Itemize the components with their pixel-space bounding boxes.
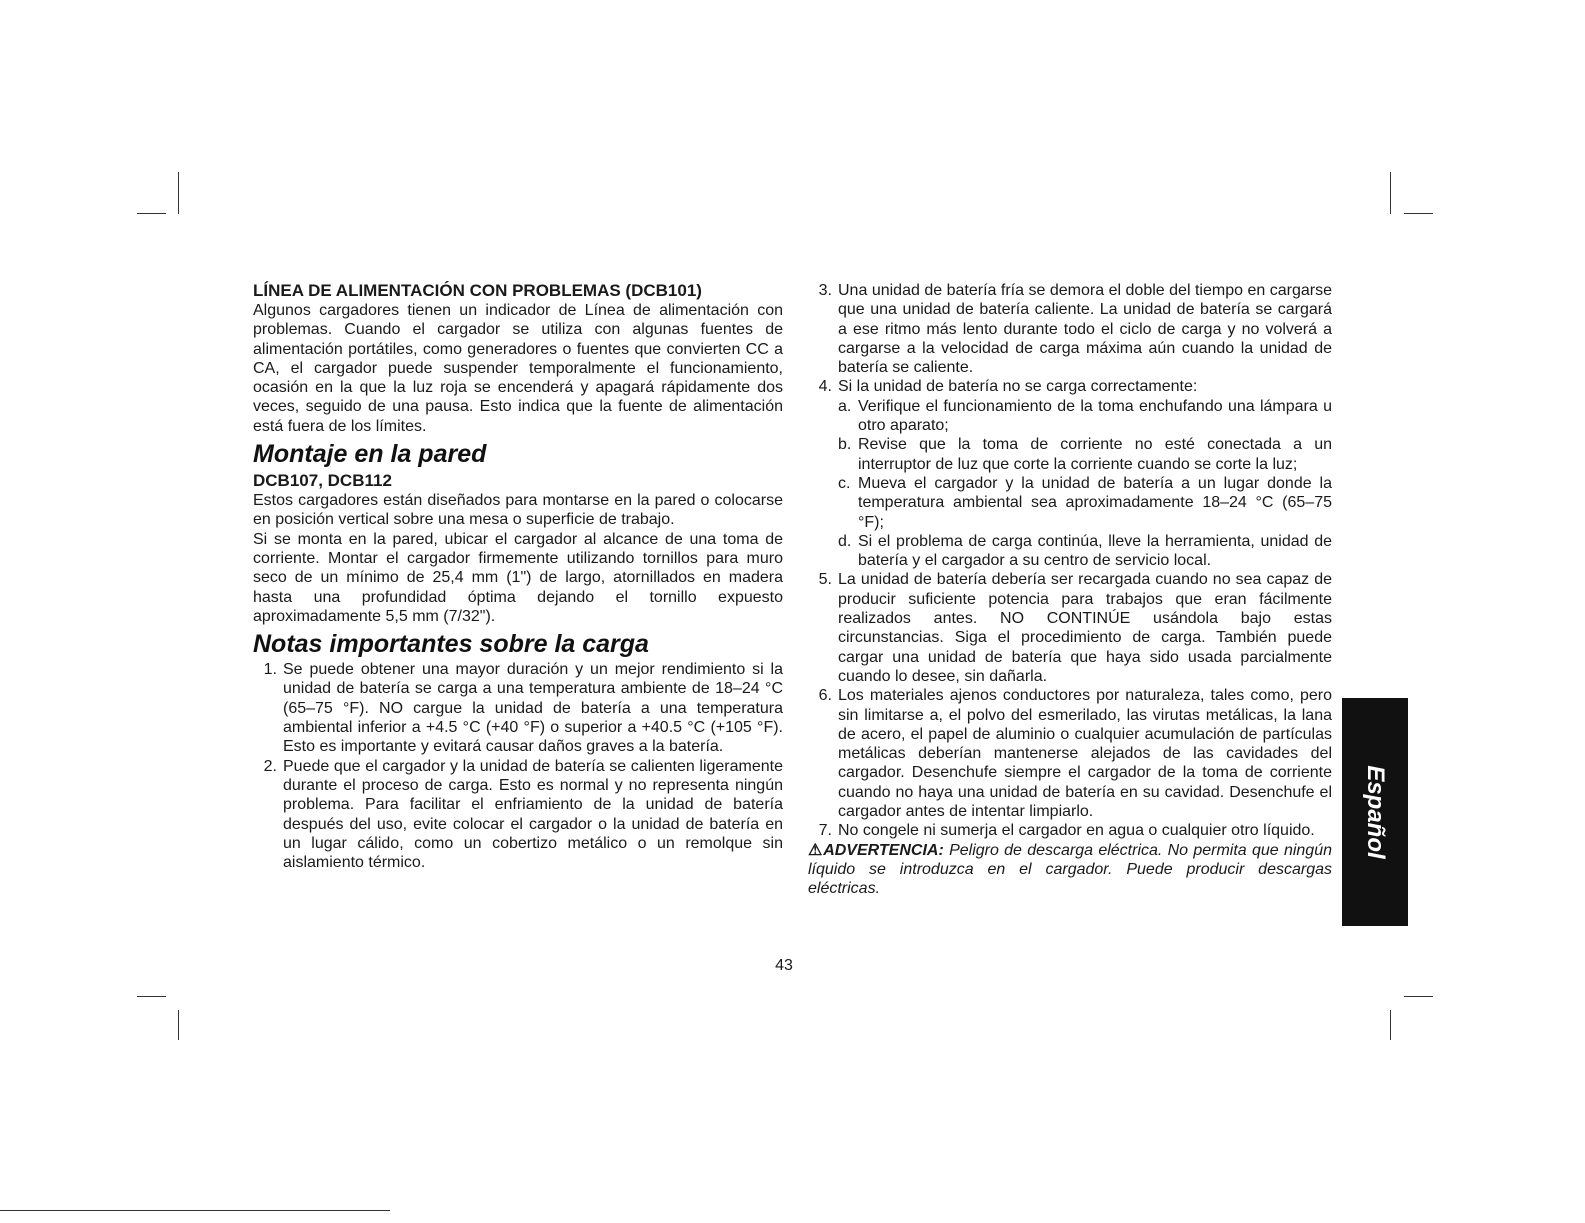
sub-list-item bbox=[838, 532, 1332, 571]
list-item-number: 6. bbox=[818, 687, 832, 705]
list-item-text: Una unidad de batería fría se demora el doble del tiempo en cargarse que una unidad de batería caliente. La unidad de batería se cargará a ese ritmo más lento durante todo el ciclo de carga y no volverá a cargarse a la velocidad de carga máxima aún cuando la unidad de batería se caliente. bbox=[838, 282, 1332, 377]
sub-list bbox=[838, 397, 1332, 571]
crop-mark-bottom-left-v bbox=[178, 1010, 179, 1040]
list-item bbox=[808, 821, 1332, 840]
list-item-text: La unidad de batería debería ser recargada cuando no sea capaz de producir suficiente potencia para trabajos que eran fácilmente realizados antes. NO CONTINÚE usándola bajo estas circunstancias. Siga el procedimiento de carga. También puede cargar una unidad de batería que haya sido usada parcialmente cuando lo desee, sin dañarla. bbox=[838, 571, 1332, 685]
sub-list-item bbox=[838, 397, 1332, 436]
list-item bbox=[253, 757, 783, 873]
paragraph-line-problems: Algunos cargadores tienen un indicador de Línea de alimentación con problemas. Cuando el cargador se utiliza con algunas fuentes de alimentación portátiles, como generadores o fuentes que convierten CC a CA, el cargador puede suspender temporalmente el funcionamiento, ocasión en la que la luz roja se encenderá y apagará rápidamente dos veces, seguido de una pausa. Esto indica que la fuente de alimentación está fuera de los límites. bbox=[253, 302, 783, 435]
crop-mark-top-right-h bbox=[1404, 213, 1433, 214]
paragraph-wall-mount-1: Estos cargadores están diseñados para montarse en la pared o colocarse en posición vertical sobre una mesa o superficie de trabajo. bbox=[253, 492, 783, 529]
sub-list-text: Si el problema de carga continúa, lleve la herramienta, unidad de batería y el cargador a su centro de servicio local. bbox=[858, 532, 1332, 570]
sub-list-text: Mueva el cargador y la unidad de batería a un lugar donde la temperatura ambiental sea aproximadamente 18–24 °C (65–75 °F); bbox=[858, 474, 1332, 531]
sub-list-item bbox=[838, 435, 1332, 474]
list-item-text: Si la unidad de batería no se carga correctamente: bbox=[838, 378, 1198, 396]
list-item-text: No congele ni sumerja el cargador en agua o cualquier otro líquido. bbox=[838, 822, 1315, 840]
right-column bbox=[808, 281, 1332, 899]
crop-mark-top-right-v bbox=[1390, 172, 1391, 214]
list-item bbox=[808, 281, 1332, 377]
list-item bbox=[253, 660, 783, 756]
heading-wall-mount: Montaje en la pared bbox=[253, 440, 487, 469]
list-item-number: 5. bbox=[818, 571, 832, 589]
sub-list-marker: b. bbox=[838, 436, 852, 454]
sub-list-marker: c. bbox=[838, 474, 851, 492]
list-item-number: 7. bbox=[818, 822, 832, 840]
list-item bbox=[808, 570, 1332, 686]
sub-list-marker: d. bbox=[838, 532, 852, 550]
list-item-text: Los materiales ajenos conductores por naturaleza, tales como, pero sin limitarse a, el polvo del esmerilado, las virutas metálicas, la lana de acero, el papel de aluminio o cualquier acumulación de partículas metálicas deberían mantenerse alejados de las cavidades del cargador. Desenchufe siempre el cargador de la toma de corriente cuando no haya una unidad de batería en su cavidad. Desenchufe el cargador antes de intentar limpiarlo. bbox=[838, 687, 1332, 821]
crop-mark-top-left-v bbox=[178, 172, 179, 214]
sub-list-text: Verifique el funcionamiento de la toma enchufando una lámpara u otro aparato; bbox=[858, 397, 1332, 435]
sub-list-text: Revise que la toma de corriente no esté conectada a un interruptor de luz que corte la corriente cuando se corte la luz; bbox=[858, 436, 1332, 473]
charging-notes-list-right bbox=[808, 281, 1332, 841]
list-item bbox=[808, 686, 1332, 821]
list-item-text: Puede que el cargador y la unidad de batería se calienten ligeramente durante el proceso de carga. Esto es normal y no representa ningún problema. Para facilitar el enfriamiento de la unidad de batería después del uso, evite colocar el cargador o la unidad de batería en un lugar cálido, como un cobertizo metálico o un remolque sin aislamiento térmico. bbox=[283, 757, 783, 872]
list-item-number: 4. bbox=[818, 378, 832, 396]
list-item-number: 3. bbox=[818, 282, 832, 299]
page-number: 43 bbox=[775, 957, 793, 974]
left-column bbox=[253, 281, 783, 872]
sub-list-item bbox=[838, 474, 1332, 532]
warning-text: Peligro de descarga eléctrica. No permita que ningún líquido se introduzca en el cargador. Puede producir descargas eléctricas. bbox=[808, 841, 1333, 898]
warning-icon: ⚠ bbox=[808, 841, 824, 859]
warning-label: ADVERTENCIA: bbox=[823, 841, 944, 859]
crop-mark-bottom-right-v bbox=[1390, 1010, 1391, 1040]
list-item-number: 2. bbox=[263, 757, 277, 775]
crop-mark-bottom-right-h bbox=[1404, 996, 1433, 997]
crop-mark-bottom-left-h bbox=[137, 996, 166, 997]
subheading-models: DCB107, DCB112 bbox=[253, 471, 392, 491]
heading-charging-notes: Notas importantes sobre la carga bbox=[253, 630, 649, 659]
list-item bbox=[808, 377, 1332, 570]
sub-list-marker: a. bbox=[838, 397, 852, 415]
section-heading-line-problems: LÍNEA DE ALIMENTACIÓN CON PROBLEMAS (DCB101) bbox=[253, 281, 702, 300]
language-tab bbox=[1342, 698, 1408, 926]
list-item-number: 1. bbox=[263, 661, 277, 679]
warning-paragraph bbox=[808, 841, 1332, 899]
charging-notes-list-left bbox=[253, 660, 783, 872]
language-tab-label: Español bbox=[1362, 765, 1389, 859]
list-item-text: Se puede obtener una mayor duración y un mejor rendimiento si la unidad de batería se carga a una temperatura ambiente de 18–24 °C (65–75 °F). NO cargue la unidad de batería a una temperatura ambiental inferior a +4.5 °C (+40 °F) o superior a +40.5 °C (+105 °F). Esto es importante y evitará causar daños graves a la batería. bbox=[283, 661, 783, 756]
bottom-rule bbox=[0, 1210, 390, 1211]
paragraph-wall-mount-2: Si se monta en la pared, ubicar el cargador al alcance de una toma de corriente. Montar el cargador firmemente utilizando tornillos para muro seco de un mínimo de 25,4 mm (1") de largo, atornillados en madera hasta una profundidad óptima dejando el tornillo expuesto aproximadamente 5,5 mm (7/32"). bbox=[253, 530, 783, 625]
crop-mark-top-left-h bbox=[137, 213, 166, 214]
